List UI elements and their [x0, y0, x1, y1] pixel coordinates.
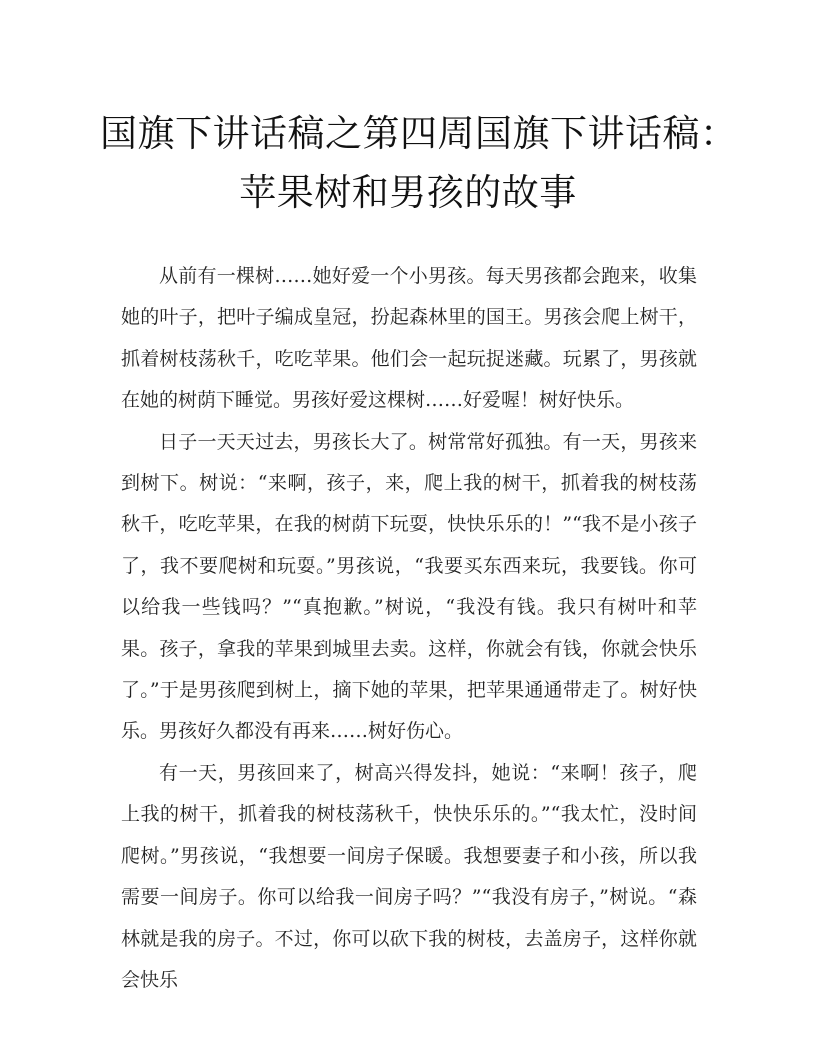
paragraph-2: 日子一天天过去，男孩长大了。树常常好孤独。有一天，男孩来到树下。树说：“来啊，孩子，来，爬上我的树干，抓着我的树枝荡秋千，吃吃苹果，在我的树荫下玩耍，快快乐乐的！”“我不是小孩子了，我不要爬树和玩耍。”男孩说，“我要买东西来玩，我要钱。你可以给我一些钱吗？”“真抱歉。”树说，“我没有钱。我只有树叶和苹果。孩子，拿我的苹果到城里去卖。这样，你就会有钱，你就会快乐了。”于是男孩爬到树上，摘下她的苹果，把苹果通通带走了。树好快乐。男孩好久都没有再来……树好伤心。 — [121, 430, 697, 743]
document-body — [121, 256, 697, 1001]
paragraph-3: 有一天，男孩回来了，树高兴得发抖，她说：“来啊！孩子，爬上我的树干，抓着我的树枝荡秋千，快快乐乐的。”“我太忙，没时间爬树。”男孩说，“我想要一间房子保暖。我想要妻子和小孩，所以我需要一间房子。你可以给我一间房子吗？”“我没有房子，”树说。“森林就是我的房子。不过，你可以砍下我的树枝，去盖房子，这样你就会快乐 — [121, 761, 697, 991]
document-title-line-1: 国旗下讲话稿之第四周国旗下讲话稿： — [100, 112, 738, 155]
document-title-line-2: 苹果树和男孩的故事 — [239, 171, 577, 214]
paragraph-1: 从前有一棵树……她好爱一个小男孩。每天男孩都会跑来，收集她的叶子，把叶子编成皇冠，扮起森林里的国王。男孩会爬上树干，抓着树枝荡秋千，吃吃苹果。他们会一起玩捉迷藏。玩累了，男孩就在她的树荫下睡觉。男孩好爱这棵树……好爱喔！树好快乐。 — [121, 265, 697, 412]
